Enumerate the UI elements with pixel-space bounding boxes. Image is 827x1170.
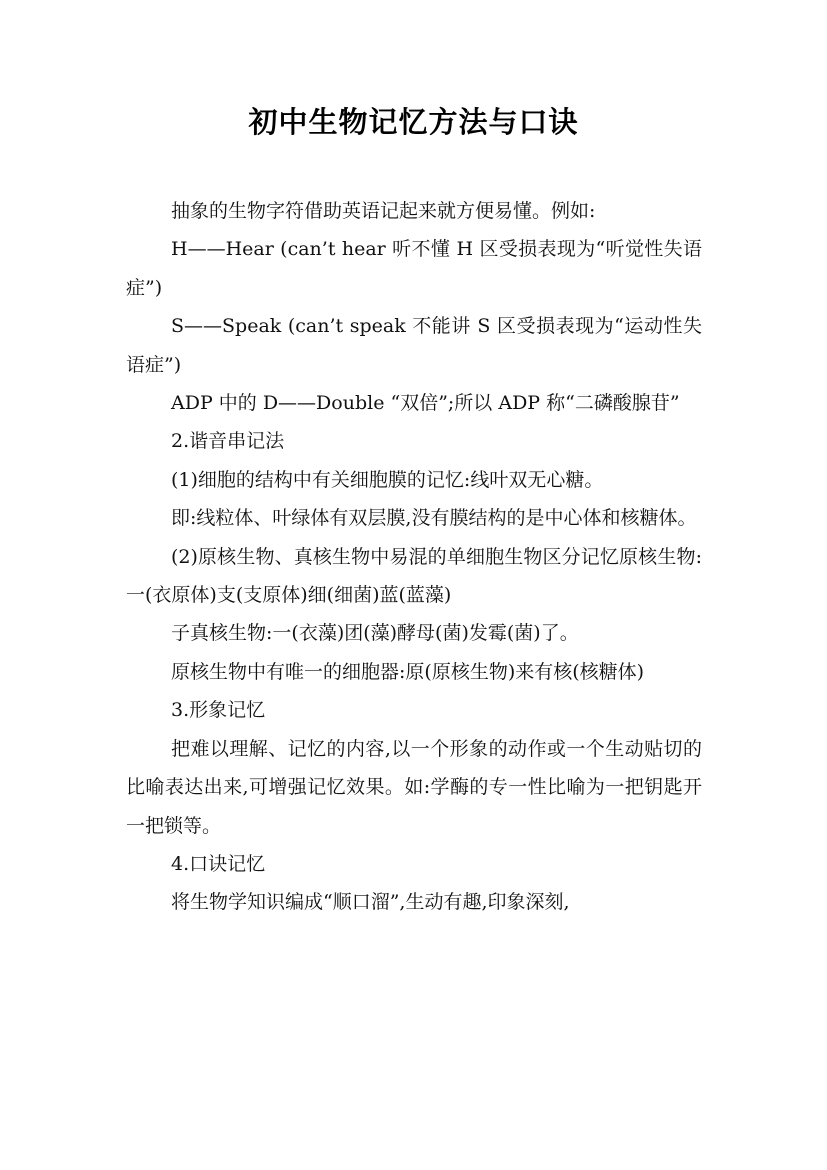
section-heading-homophone: 2.谐音串记法	[171, 430, 285, 453]
paragraph-prokaryote: (2)原核生物、真核生物中易混的单细胞生物区分记忆原核生物:一(衣原体)支(支原体)细(细菌)蓝(蓝藻)	[126, 545, 702, 607]
paragraph-h-hear: H——Hear (can’t hear 听不懂 H 区受损表现为“听觉性失语症”)	[126, 238, 702, 299]
document-title: 初中生物记忆方法与口诀	[248, 105, 579, 139]
section-heading-mnemonic: 4.口诀记忆	[171, 852, 266, 875]
paragraph-eukaryote: 子真核生物:一(衣藻)团(藻)酵母(菌)发霉(菌)了。	[171, 622, 579, 645]
paragraph-intro: 抽象的生物字符借助英语记起来就方便易懂。例如:	[171, 200, 596, 222]
paragraph-mnemonic: 将生物学知识编成“顺口溜”,生动有趣,印象深刻,	[171, 891, 570, 914]
paragraph-image-memory: 把难以理解、记忆的内容,以一个形象的动作或一个生动贴切的比喻表达出来,可增强记忆效果。如:学酶的专一性比喻为一把钥匙开一把锁等。	[126, 737, 702, 837]
section-heading-image-memory: 3.形象记忆	[171, 699, 266, 722]
paragraph-s-speak: S——Speak (can’t speak 不能讲 S 区受损表现为“运动性失语症”)	[126, 315, 702, 376]
paragraph-membrane-explanation: 即:线粒体、叶绿体有双层膜,没有膜结构的是中心体和核糖体。	[171, 507, 697, 530]
paragraph-cell-membrane: (1)细胞的结构中有关细胞膜的记忆:线叶双无心糖。	[171, 468, 604, 491]
document-body	[126, 192, 702, 922]
paragraph-adp-double: ADP 中的 D——Double “双倍”;所以 ADP 称“二磷酸腺苷”	[171, 392, 680, 415]
paragraph-organelle: 原核生物中有唯一的细胞器:原(原核生物)来有核(核糖体)	[171, 660, 645, 683]
